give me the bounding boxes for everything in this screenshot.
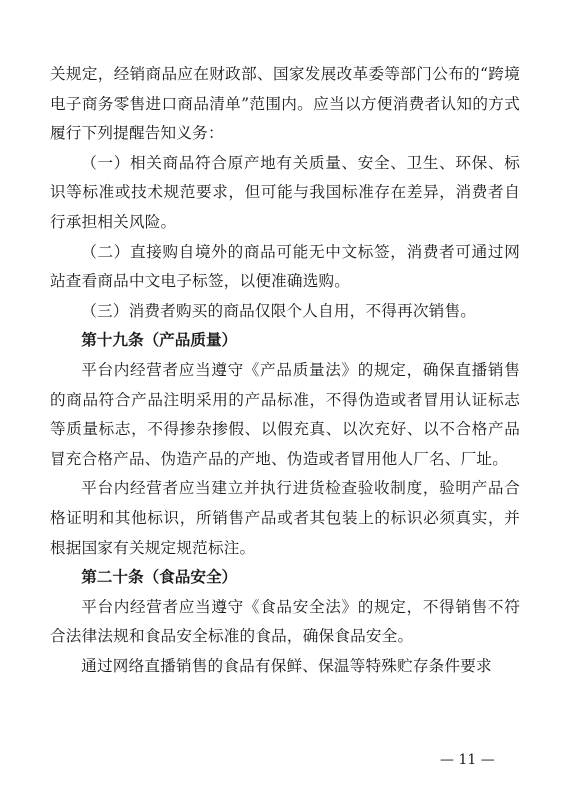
article-19-paragraph-2: 平台内经营者应当建立并执行进货检查验收制度，验明产品合格证明和其他标识，所销售产品或者其包装上的标识必须真实，并根据国家有关规定规范标注。 (50, 479, 520, 557)
article-19-paragraph-1: 平台内经营者应当遵守《产品质量法》的规定，确保直播销售的商品符合产品注明采用的产品标准，不得伪造或者冒用认证标志等质量标志，不得掺杂掺假、以假充真、以次充好、以不合格产品冒充合格产品、伪造产品的产地、伪造或者冒用他人厂名、厂址。 (50, 360, 520, 468)
article-19-heading: 第十九条（产品质量） (81, 331, 238, 350)
article-20-heading: 第二十条（食品安全） (81, 568, 238, 587)
article-20-paragraph-1: 平台内经营者应当遵守《食品安全法》的规定，不得销售不符合法律法规和食品安全标准的食品，确保食品安全。 (50, 597, 520, 646)
paragraph-item-1: （一）相关商品符合原产地有关质量、安全、卫生、环保、标识等标准或技术规范要求，但可能与我国标准存在差异，消费者自行承担相关风险。 (50, 153, 520, 231)
paragraph-item-3: （三）消费者购买的商品仅限个人自用，不得再次销售。 (81, 301, 477, 320)
article-20-paragraph-2: 通过网络直播销售的食品有保鲜、保温等特殊贮存条件要求 (81, 656, 492, 675)
paragraph-item-2: （二）直接购自境外的商品可能无中文标签，消费者可通过网站查看商品中文电子标签，以便准确选购。 (50, 242, 520, 291)
paragraph-continuation: 关规定，经销商品应在财政部、国家发展改革委等部门公布的“跨境电子商务零售进口商品清单”范围内。应当以方便消费者认知的方式履行下列提醒告知义务： (50, 65, 520, 143)
document-body (50, 60, 520, 681)
page-number: — 11 — (440, 752, 495, 768)
